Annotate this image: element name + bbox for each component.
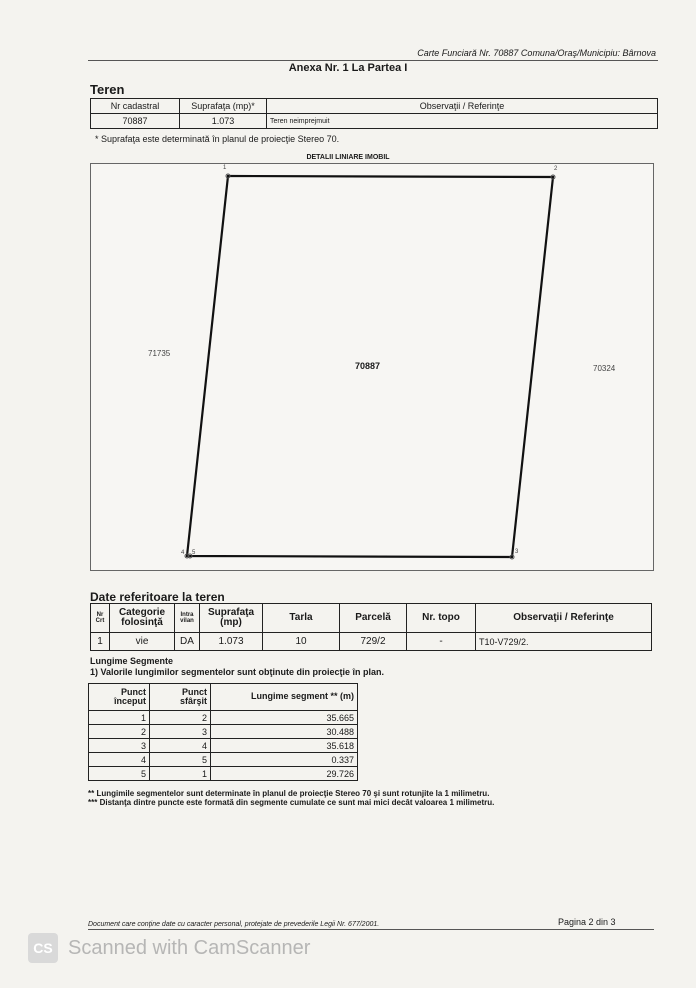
col-parcela: Parcelă (340, 604, 407, 633)
table-row (89, 725, 358, 739)
camscanner-logo-icon: CS (28, 933, 58, 963)
right-neighbor-label: 70324 (593, 364, 616, 373)
cell-nr-cadastral: 70887 (91, 114, 180, 129)
teren-table (90, 98, 658, 129)
col-punct-inceput: Punct început (89, 684, 150, 711)
col-punct-sfarsit: Punct sfârşit (150, 684, 211, 711)
cell-length: 30.488 (211, 725, 358, 739)
page-number: Pagina 2 din 3 (558, 917, 616, 927)
footer-privacy-notice: Document care conţine date cu caracter personal, protejate de prevederile Legii Nr. 677/2001. (88, 921, 380, 928)
segment-table (88, 683, 358, 781)
parcel-id-label: 70887 (355, 361, 381, 371)
date-teren-title: Date referitoare la teren (90, 590, 225, 604)
point-label: 4 (181, 550, 185, 556)
annex-title: Anexa Nr. 1 La Partea I (288, 62, 408, 74)
point-label: 1 (223, 165, 227, 171)
lungime-title: Lungime Segmente (90, 656, 174, 666)
left-neighbor-label: 71735 (148, 349, 171, 358)
point-label: 3 (515, 549, 519, 555)
date-teren-table (90, 603, 652, 651)
lungime-heading (90, 656, 384, 678)
table-row (89, 753, 358, 767)
table-row (91, 114, 658, 129)
table-row (89, 711, 358, 725)
cell-end: 5 (150, 753, 211, 767)
cell-start: 5 (89, 767, 150, 781)
col-intravilan: Intra vilan (175, 604, 200, 633)
segment-note-rounding: ** Lungimile segmentelor sunt determinate în planul de proiecţie Stereo 70 şi sunt rotunjite la 1 milimetru. (88, 789, 490, 798)
cell-categorie: vie (110, 633, 175, 651)
table-row (89, 767, 358, 781)
col-nr-cadastral: Nr cadastral (91, 99, 180, 114)
col-nr-crt: Nr Crt (91, 604, 110, 633)
cell-tarla: 10 (263, 633, 340, 651)
lungime-subtitle: 1) Valorile lungimilor segmentelor sunt obţinute din proiecţie în plan. (90, 667, 385, 677)
date-teren-header (91, 604, 652, 633)
point-label: 2 (554, 166, 558, 172)
cell-intravilan: DA (175, 633, 200, 651)
teren-table-header (91, 99, 658, 114)
col-tarla: Tarla (263, 604, 340, 633)
cell-end: 4 (150, 739, 211, 753)
segment-table-header (89, 684, 358, 711)
col-lungime-segment: Lungime segment ** (m) (211, 684, 358, 711)
cell-end: 2 (150, 711, 211, 725)
header-rule (88, 60, 658, 61)
cell-start: 1 (89, 711, 150, 725)
teren-section-title: Teren (90, 82, 125, 97)
cell-suprafata: 1.073 (180, 114, 267, 129)
cell-length: 35.618 (211, 739, 358, 753)
cell-start: 3 (89, 739, 150, 753)
camscanner-watermark: Scanned with CamScanner (68, 937, 311, 959)
table-row (89, 739, 358, 753)
segment-note-distance: *** Distanţa dintre puncte este formată din segmente cumulate ce sunt mai mici decât valoarea 1 milimetru. (88, 798, 495, 807)
cell-parcela: 729/2 (340, 633, 407, 651)
col-observatii: Observaţii / Referinţe (267, 99, 658, 114)
cell-suprafata: 1.073 (200, 633, 263, 651)
segment-notes (88, 789, 494, 807)
footer-rule (88, 929, 654, 930)
cell-nr-crt: 1 (91, 633, 110, 651)
cell-start: 2 (89, 725, 150, 739)
cell-end: 3 (150, 725, 211, 739)
cell-length: 29.726 (211, 767, 358, 781)
cell-end: 1 (150, 767, 211, 781)
cell-observatii: Teren neimprejmuit (267, 114, 658, 129)
cell-length: 35.665 (211, 711, 358, 725)
col-suprafata: Suprafaţa (mp) (200, 604, 263, 633)
parcel-plan (90, 163, 654, 571)
cell-observatii: T10-V729/2. (476, 633, 652, 651)
col-suprafata: Suprafaţa (mp)* (180, 99, 267, 114)
point-label: 5 (192, 550, 196, 556)
col-nr-topo: Nr. topo (407, 604, 476, 633)
cell-start: 4 (89, 753, 150, 767)
plan-title: DETALII LINIARE IMOBIL (306, 154, 390, 161)
col-observatii: Observaţii / Referinţe (476, 604, 652, 633)
table-row (91, 633, 652, 651)
carte-funciara-header: Carte Funciară Nr. 70887 Comuna/Oraş/Municipiu: Bârnova (417, 48, 656, 58)
cell-nr-topo: - (407, 633, 476, 651)
suprafata-note: * Suprafaţa este determinată în planul de proiecţie Stereo 70. (95, 134, 340, 144)
cell-length: 0.337 (211, 753, 358, 767)
col-categorie: Categorie folosinţă (110, 604, 175, 633)
